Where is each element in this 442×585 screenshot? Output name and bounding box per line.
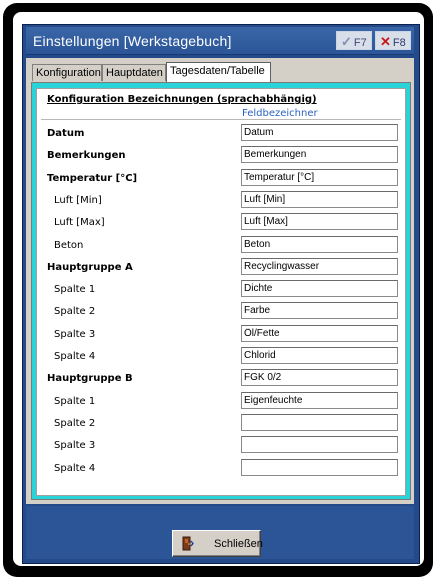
field-label: Spalte 2 <box>54 418 96 429</box>
field-label: Bemerkungen <box>47 150 126 161</box>
field-input[interactable] <box>241 347 398 364</box>
title-bar <box>26 27 414 55</box>
field-label: Spalte 1 <box>54 396 96 407</box>
field-label: Datum <box>47 128 85 139</box>
field-label: Spalte 1 <box>54 284 96 295</box>
settings-window <box>22 24 420 564</box>
field-label: Spalte 2 <box>54 306 96 317</box>
field-label: Luft [Max] <box>54 217 105 228</box>
divider <box>41 119 401 120</box>
dialog-body <box>26 58 414 504</box>
field-input[interactable] <box>241 213 398 230</box>
field-label: Temperatur [°C] <box>47 173 138 184</box>
close-button[interactable] <box>172 530 261 557</box>
field-input[interactable] <box>241 325 398 342</box>
field-label: Hauptgruppe A <box>47 262 133 273</box>
field-input[interactable] <box>241 392 398 409</box>
field-label: Spalte 3 <box>54 440 96 451</box>
door-exit-icon <box>182 536 194 551</box>
field-input[interactable] <box>241 191 398 208</box>
field-label: Spalte 3 <box>54 329 96 340</box>
section-title: Konfiguration Bezeichnungen (sprachabhängig) <box>47 94 317 105</box>
field-label: Beton <box>54 240 84 251</box>
field-label: Spalte 4 <box>54 351 96 362</box>
field-input[interactable] <box>241 414 398 431</box>
tab-hauptdaten[interactable]: Hauptdaten <box>102 64 166 81</box>
checkmark-icon: ✓ <box>341 34 352 49</box>
close-button-label: Schließen <box>214 538 263 550</box>
x-icon: ✕ <box>380 34 391 49</box>
f8-label: F8 <box>392 37 406 49</box>
field-label: Spalte 4 <box>54 463 96 474</box>
column-header-feldbezeichner: Feldbezeichner <box>242 108 318 119</box>
field-input[interactable] <box>241 146 398 163</box>
field-label: Hauptgruppe B <box>47 373 133 384</box>
f7-confirm-button[interactable] <box>336 31 372 50</box>
window-title: Einstellungen [Werkstagebuch] <box>33 33 232 49</box>
field-input[interactable] <box>241 436 398 453</box>
field-input[interactable] <box>241 258 398 275</box>
field-input[interactable] <box>241 124 398 141</box>
field-input[interactable] <box>241 459 398 476</box>
tab-panel <box>31 82 411 500</box>
tab-konfiguration[interactable]: Konfiguration <box>32 64 102 81</box>
field-label: Luft [Min] <box>54 195 102 206</box>
field-input[interactable] <box>241 169 398 186</box>
panel-content <box>36 88 406 496</box>
field-input[interactable] <box>241 236 398 253</box>
field-input[interactable] <box>241 369 398 386</box>
field-input[interactable] <box>241 280 398 297</box>
field-input[interactable] <box>241 302 398 319</box>
f8-cancel-button[interactable] <box>375 31 411 50</box>
f7-label: F7 <box>353 37 367 49</box>
tab-tagesdaten-tabelle[interactable]: Tagesdaten/Tabelle <box>166 62 271 82</box>
